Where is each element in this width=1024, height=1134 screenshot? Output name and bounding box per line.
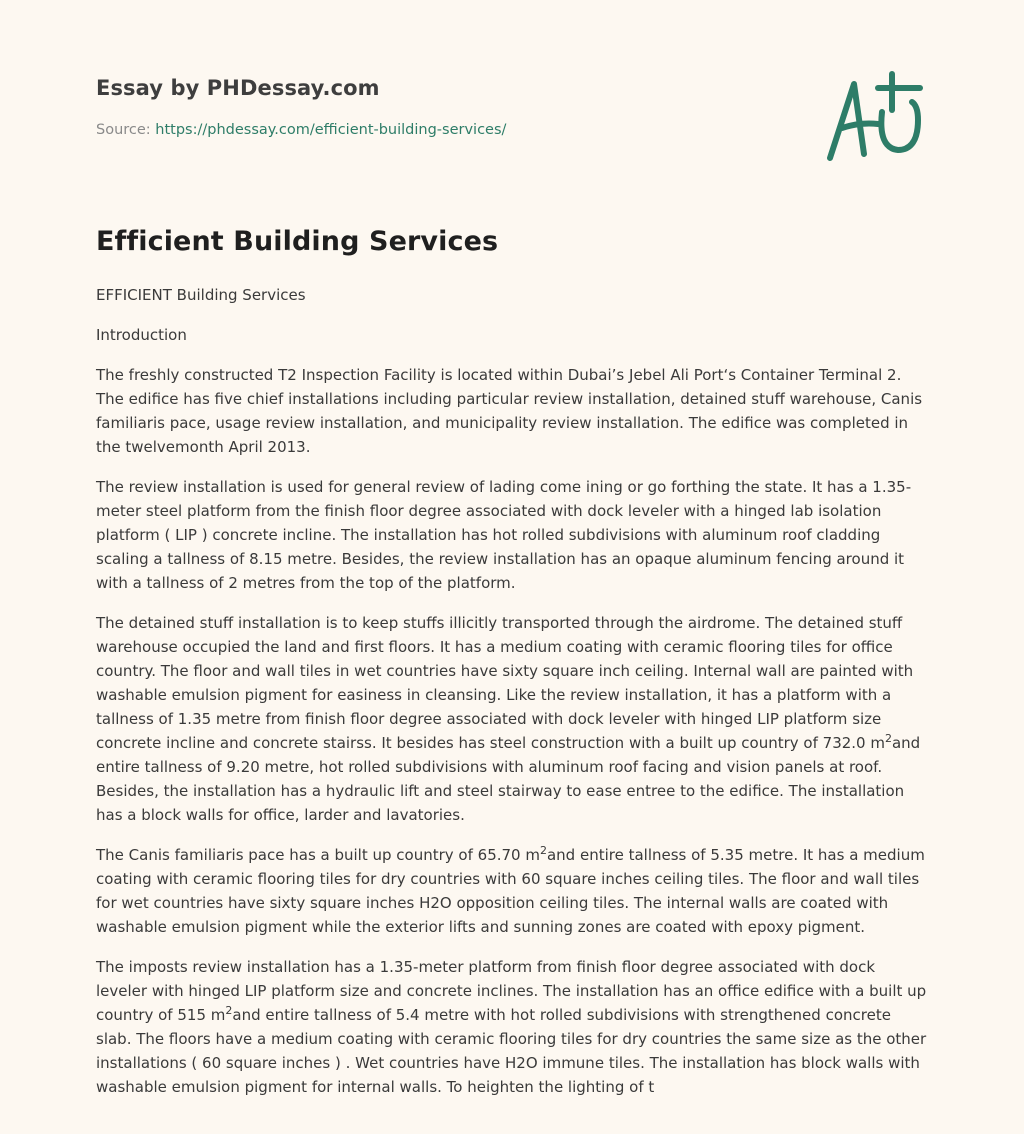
paragraph-text: and entire tallness of 5.35 metre. It has a medium coating with ceramic flooring tiles for dry countries with 60 square inches ceiling tiles. The floor and wall tiles for wet countries have sixty square inches H2O opposition ceiling tiles. The internal walls are coated with washable emulsion pigment while the exterior lifts and sunning zones are coated with epoxy pigment. bbox=[96, 846, 925, 936]
paragraph-text: The Canis familiaris pace has a built up country of 65.70 m bbox=[96, 846, 540, 864]
essay-paragraph: The review installation is used for general review of lading come ining or go forthing the state. It has a 1.35-meter steel platform from the finish floor degree associated with dock leveler with a hinged lab isolation platform ( LIP ) concrete incline. The installation has hot rolled subdivisions with aluminum roof cladding scaling a tallness of 8.15 metre. Besides, the review installation has an opaque aluminum fencing around it with a tallness of 2 metres from the top of the platform. bbox=[96, 478, 912, 592]
paragraph-text: and entire tallness of 5.4 metre with hot rolled subdivisions with strengthened concrete slab. The floors have a medium coating with ceramic flooring tiles for dry countries the same size as the other installations ( 60 square inches ) . Wet countries have H2O immune tiles. The installation has block walls with washable emulsion pigment for internal walls. To heighten the lighting of t bbox=[96, 1006, 927, 1096]
essay-paragraph: Introduction bbox=[96, 326, 187, 344]
superscript: 2 bbox=[539, 844, 547, 857]
paragraph-text: The detained stuff installation is to keep stuffs illicitly transported through the airdrome. The detained stuff warehouse occupied the land and first floors. It has a medium coating with ceramic flooring tiles for office country. The floor and wall tiles in wet countries have sixty square inch ceiling. Internal wall are painted with washable emulsion pigment for easiness in cleansing. Like the review installation, it has a platform with a tallness of 1.35 metre from finish floor degree associated with dock leveler with hinged LIP platform size concrete incline and concrete stairss. It besides has steel construction with a built up country of 732.0 m bbox=[96, 614, 914, 752]
site-title: Essay by PHDessay.com bbox=[96, 76, 380, 100]
essay-paragraph bbox=[96, 611, 928, 827]
source-line bbox=[96, 122, 796, 138]
essay-content bbox=[96, 226, 928, 1115]
paragraph-text: and entire tallness of 9.20 metre, hot rolled subdivisions with aluminum roof facing and vision panels at roof. Besides, the installation has a hydraulic lift and steel stairway to ease entree to the edifice. The installation has a block walls for office, larder and lavatories. bbox=[96, 734, 921, 824]
page-header bbox=[96, 76, 796, 138]
essay-title: Efficient Building Services bbox=[96, 226, 499, 257]
superscript: 2 bbox=[884, 732, 892, 745]
essay-paragraph bbox=[96, 843, 928, 939]
source-link[interactable]: https://phdessay.com/efficient-building-services/ bbox=[155, 122, 507, 138]
superscript: 2 bbox=[225, 1004, 233, 1017]
essay-paragraph bbox=[96, 955, 928, 1099]
a-plus-logo-icon bbox=[820, 66, 930, 166]
paragraph-text: The imposts review installation has a 1.35-meter platform from finish floor degree associated with dock leveler with hinged LIP platform size and concrete inclines. The installation has an office edifice with a built up country of 515 m bbox=[96, 958, 927, 1024]
source-label: Source: bbox=[96, 122, 156, 138]
essay-paragraph: The freshly constructed T2 Inspection Facility is located within Dubai’s Jebel Ali Port‘s Container Terminal 2. The edifice has five chief installations including particular review installation, detained stuff warehouse, Canis familiaris pace, usage review installation, and municipality review installation. The edifice was completed in the twelvemonth April 2013. bbox=[96, 366, 923, 456]
essay-paragraph: EFFICIENT Building Services bbox=[96, 286, 306, 304]
